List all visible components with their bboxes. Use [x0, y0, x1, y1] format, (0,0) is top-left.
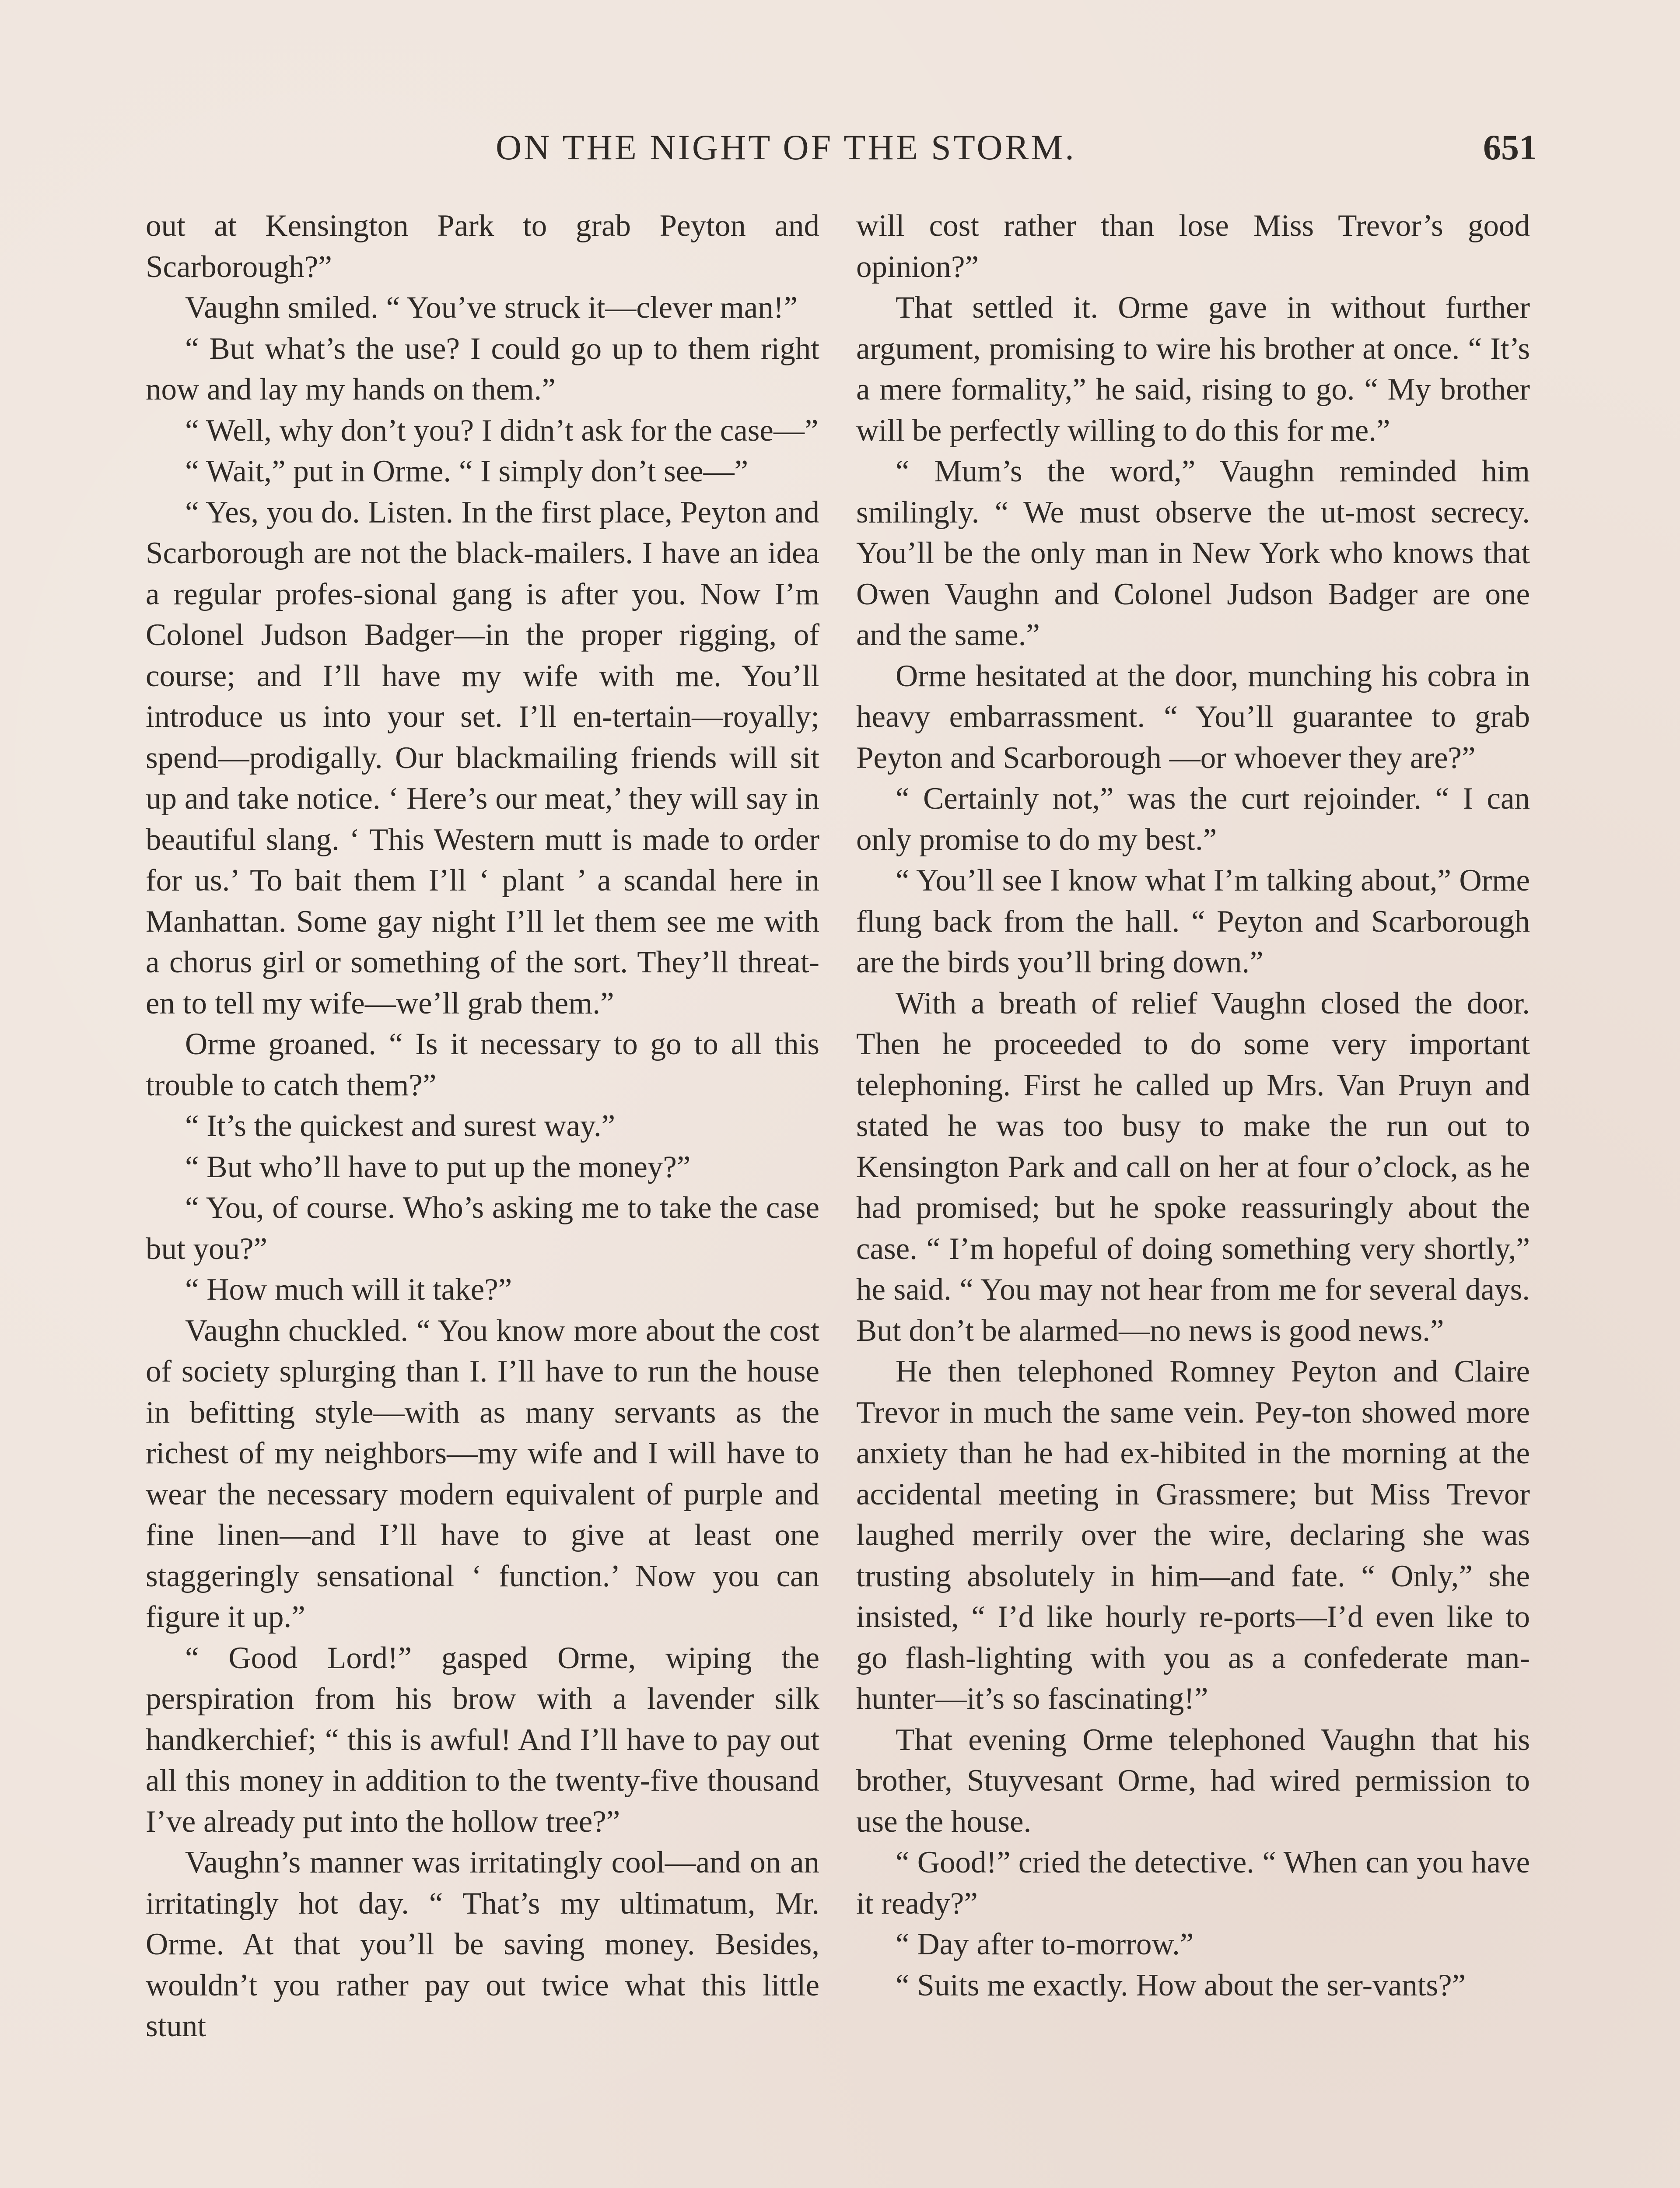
right-column	[856, 206, 1530, 2006]
paragraph: “ Good Lord!” gasped Orme, wiping the perspiration from his brow with a lavender silk handkerchief; “ this is awful! And I’ll have to pay out all this money in addition to the twenty-five thousand I’ve already put into the hollow tree?”	[146, 1641, 819, 1839]
paragraph: “ Mum’s the word,” Vaughn reminded him smilingly. “ We must observe the ut-most secrecy. You’ll be the only man in New York who knows that Owen Vaughn and Colonel Judson Badger are one and the same.”	[856, 454, 1530, 652]
paragraph: “ Certainly not,” was the curt rejoinder. “ I can only promise to do my best.”	[856, 782, 1530, 857]
paragraph: Vaughn chuckled. “ You know more about the cost of society splurging than I. I’ll have to run the house in befitting style—with as many servants as the richest of my neighbors—my wife and I will have to wear the necessary modern equivalent of purple and fine linen—and I’ll have to give at least one staggeringly sensational ‘ function.’ Now you can figure it up.”	[146, 1313, 819, 1634]
paragraph: “ Yes, you do. Listen. In the first place, Peyton and Scarborough are not the black-mailers. I have an idea a regular profes-sional gang is after you. Now I’m Colonel Judson Badger—in the proper rigging, of course; and I’ll have my wife with me. You’ll introduce us into your set. I’ll en-tertain—royally; spend—prodigally. Our blackmailing friends will sit up and take notice. ‘ Here’s our meat,’ they will say in beautiful slang. ‘ This Western mutt is made to order for us.’ To bait them I’ll ‘ plant ’ a scandal here in Manhattan. Some gay night I’ll let them see me with a chorus girl or something of the sort. They’ll threat-en to tell my wife—we’ll grab them.”	[146, 495, 819, 1020]
page-header	[146, 127, 1537, 179]
paragraph: Vaughn’s manner was irritatingly cool—and on an irritatingly hot day. “ That’s my ultimatum, Mr. Orme. At that you’ll be saving money. Besides, wouldn’t you rather pay out twice what this little stunt	[146, 1845, 819, 2043]
paragraph: “ But who’ll have to put up the money?”	[185, 1150, 691, 1184]
left-column	[146, 206, 819, 2047]
paragraph: He then telephoned Romney Peyton and Claire Trevor in much the same vein. Pey-ton showed more anxiety than he had ex-hibited in the morning at the accidental meeting in Grassmere; but Miss Trevor laughed merrily over the wire, declaring she was trusting absolutely in him—and fate. “ Only,” she insisted, “ I’d like hourly re-ports—I’d even like to go flash-lighting with you as a confederate man-hunter—it’s so fascinating!”	[856, 1354, 1530, 1716]
paragraph: With a breath of relief Vaughn closed the door. Then he proceeded to do some very important telephoning. First he called up Mrs. Van Pruyn and stated he was too busy to make the run out to Kensington Park and call on her at four o’clock, as he had promised; but he spoke reassuringly about the case. “ I’m hopeful of doing something very shortly,” he said. “ You may not hear from me for several days. But don’t be alarmed—no news is good news.”	[856, 986, 1530, 1348]
paragraph: will cost rather than lose Miss Trevor’s good opinion?”	[856, 209, 1530, 284]
paragraph: Vaughn smiled. “ You’ve struck it—clever man!”	[185, 291, 798, 325]
paragraph: “ But what’s the use? I could go up to them right now and lay my hands on them.”	[146, 331, 819, 407]
paragraph: “ It’s the quickest and surest way.”	[185, 1109, 616, 1143]
paragraph: “ How much will it take?”	[185, 1273, 512, 1307]
paragraph: “ Suits me exactly. How about the ser-vants?”	[896, 1968, 1466, 2002]
paragraph: Orme hesitated at the door, munching his cobra in heavy embarrassment. “ You’ll guarantee to grab Peyton and Scarborough —or whoever they are?”	[856, 659, 1530, 775]
paragraph: “ Wait,” put in Orme. “ I simply don’t see—”	[185, 454, 749, 488]
paragraph: “ Well, why don’t you? I didn’t ask for the case—”	[185, 413, 819, 448]
paragraph: That settled it. Orme gave in without further argument, promising to wire his brother at once. “ It’s a mere formality,” he said, rising to go. “ My brother will be perfectly willing to do this for me.”	[856, 291, 1530, 448]
paragraph: That evening Orme telephoned Vaughn that his brother, Stuyvesant Orme, had wired permission to use the house.	[856, 1722, 1530, 1839]
paragraph: Orme groaned. “ Is it necessary to go to all this trouble to catch them?”	[146, 1027, 819, 1102]
paragraph: “ You’ll see I know what I’m talking about,” Orme flung back from the hall. “ Peyton and Scarborough are the birds you’ll bring down.”	[856, 863, 1530, 979]
page-number: 651	[1483, 127, 1537, 167]
running-title: ON THE NIGHT OF THE STORM.	[496, 127, 1076, 167]
paragraph: “ Day after to-morrow.”	[896, 1927, 1194, 1961]
paragraph: out at Kensington Park to grab Peyton and Scarborough?”	[146, 209, 819, 284]
paragraph: “ Good!” cried the detective. “ When can you have it ready?”	[856, 1845, 1530, 1921]
paragraph: “ You, of course. Who’s asking me to take the case but you?”	[146, 1191, 819, 1266]
